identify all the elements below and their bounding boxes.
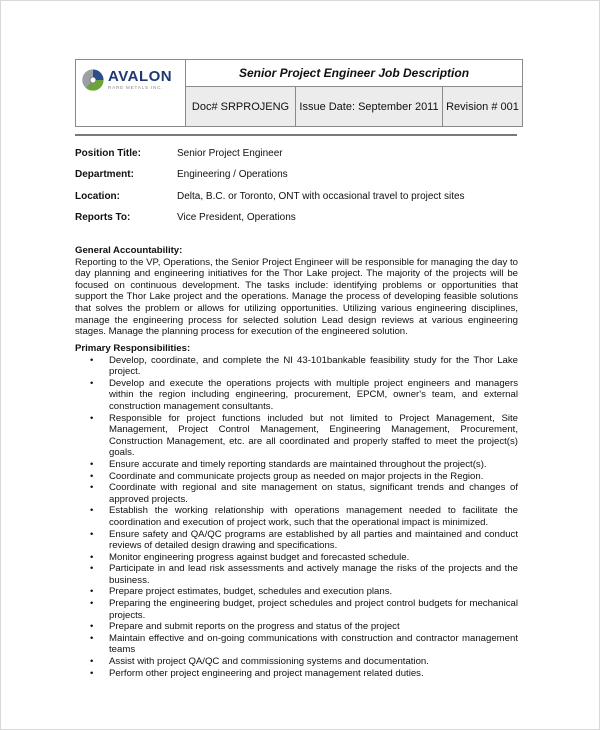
list-item: • Responsible for project functions included but not limited to Project Management, Site Management, Project Control Management, Engineering Management, Procurement, Construction Management, etc. are all coordinated and properly staffed to meet the project(s) goals. — [90, 412, 518, 459]
section-paragraph: Reporting to the VP, Operations, the Senior Project Engineer will be responsible for managing the day to day planning and engineering initiatives for the Thor Lake project. The majority of the projects will be focused on continuous development. The tasks include: identifying problems or opportunities that support the Thor Lake project and the operations. Manage the process of developing feasible solutions that solves the problem or allows for utilizing opportunities. Utilizing various engineering disciplines, manage the engineering process for selected solution Lead design reviews at various engineering stages. Manage the planning process for execution of the engineered solution. — [75, 256, 518, 338]
bullet-icon: • — [90, 621, 94, 633]
header-divider — [75, 134, 517, 136]
list-item: • Coordinate with regional and site management on status, significant trends and changes of approved projects. — [90, 482, 518, 505]
list-item: • Establish the working relationship with operations management needed to facilitate the coordination and execution of project work, such that the operational impact is minimized. — [90, 505, 518, 528]
list-item: • Develop and execute the operations projects with multiple project engineers and managers within the region including engineering, procurement, EPCM, owner's team, and external construction management consultants. — [90, 377, 518, 412]
bullet-icon: • — [90, 667, 94, 679]
bullet-icon: • — [90, 563, 94, 575]
logo-tagline: RARE METALS INC. — [108, 85, 164, 90]
bullet-icon: • — [90, 505, 94, 517]
list-item: • Prepare project estimates, budget, schedules and execution plans. — [90, 586, 393, 598]
bullet-icon: • — [90, 656, 94, 668]
avalon-swirl-icon — [82, 69, 104, 91]
field-value: Delta, B.C. or Toronto, ONT with occasional travel to project sites — [177, 191, 465, 202]
bullet-icon: • — [90, 528, 94, 540]
header-table — [75, 59, 523, 127]
document-meta-row — [186, 87, 522, 126]
bullet-icon: • — [90, 412, 94, 424]
bullet-icon: • — [90, 482, 94, 494]
list-item: • Monitor engineering progress against budget and forecasted schedule. — [90, 551, 410, 563]
list-item: • Preparing the engineering budget, project schedules and project control budgets for mechanical projects. — [90, 598, 518, 621]
list-item: • Assist with project QA/QC and commissioning systems and documentation. — [90, 656, 429, 668]
logo-cell — [76, 60, 186, 126]
bullet-icon: • — [90, 551, 94, 563]
field-value: Vice President, Operations — [177, 212, 296, 223]
list-item: • Perform other project engineering and project management related duties. — [90, 667, 424, 679]
bullet-icon: • — [90, 586, 94, 598]
list-item: • Develop, coordinate, and complete the NI 43-101bankable feasibility study for the Thor Lake project. — [90, 354, 518, 378]
issue-date: Issue Date: September 2011 — [296, 87, 443, 126]
field-label: Location: — [75, 191, 120, 202]
list-item: • Participate in and lead risk assessments and actively manage the risks of the projects and the business. — [90, 563, 518, 586]
list-item: • Ensure safety and QA/QC programs are established by all parties and maintained and conduct reviews of detailed design drawing and specifications. — [90, 528, 518, 552]
revision-number: Revision # 001 — [443, 87, 522, 126]
bullet-icon: • — [90, 598, 94, 610]
list-item: • Ensure accurate and timely reporting standards are maintained throughout the project(s). — [90, 458, 487, 470]
primary-responsibilities-section — [75, 343, 518, 679]
logo-wordmark: AVALON — [108, 68, 173, 85]
list-item: • Coordinate and communicate projects group as needed on major projects in the Region. — [90, 470, 484, 482]
bullet-icon: • — [90, 470, 94, 482]
bullet-icon: • — [90, 632, 94, 644]
field-label: Reports To: — [75, 212, 131, 223]
bullet-icon: • — [90, 458, 94, 470]
field-value: Senior Project Engineer — [177, 148, 283, 159]
section-heading: General Accountability: — [75, 245, 183, 256]
section-heading: Primary Responsibilities: — [75, 343, 191, 354]
document-title: Senior Project Engineer Job Description — [186, 60, 522, 87]
field-value: Engineering / Operations — [177, 169, 288, 180]
general-accountability-section — [75, 245, 518, 338]
doc-number: Doc# SRPROJENG — [186, 87, 296, 126]
company-logo — [82, 68, 182, 96]
field-label: Department: — [75, 169, 134, 180]
list-item: • Maintain effective and on-going communications with construction and contractor management teams — [90, 632, 518, 656]
field-label: Position Title: — [75, 148, 141, 159]
list-item: • Prepare and submit reports on the progress and status of the project — [90, 621, 400, 633]
bullet-icon: • — [90, 377, 94, 389]
bullet-icon: • — [90, 354, 94, 366]
responsibilities-list — [75, 355, 518, 680]
